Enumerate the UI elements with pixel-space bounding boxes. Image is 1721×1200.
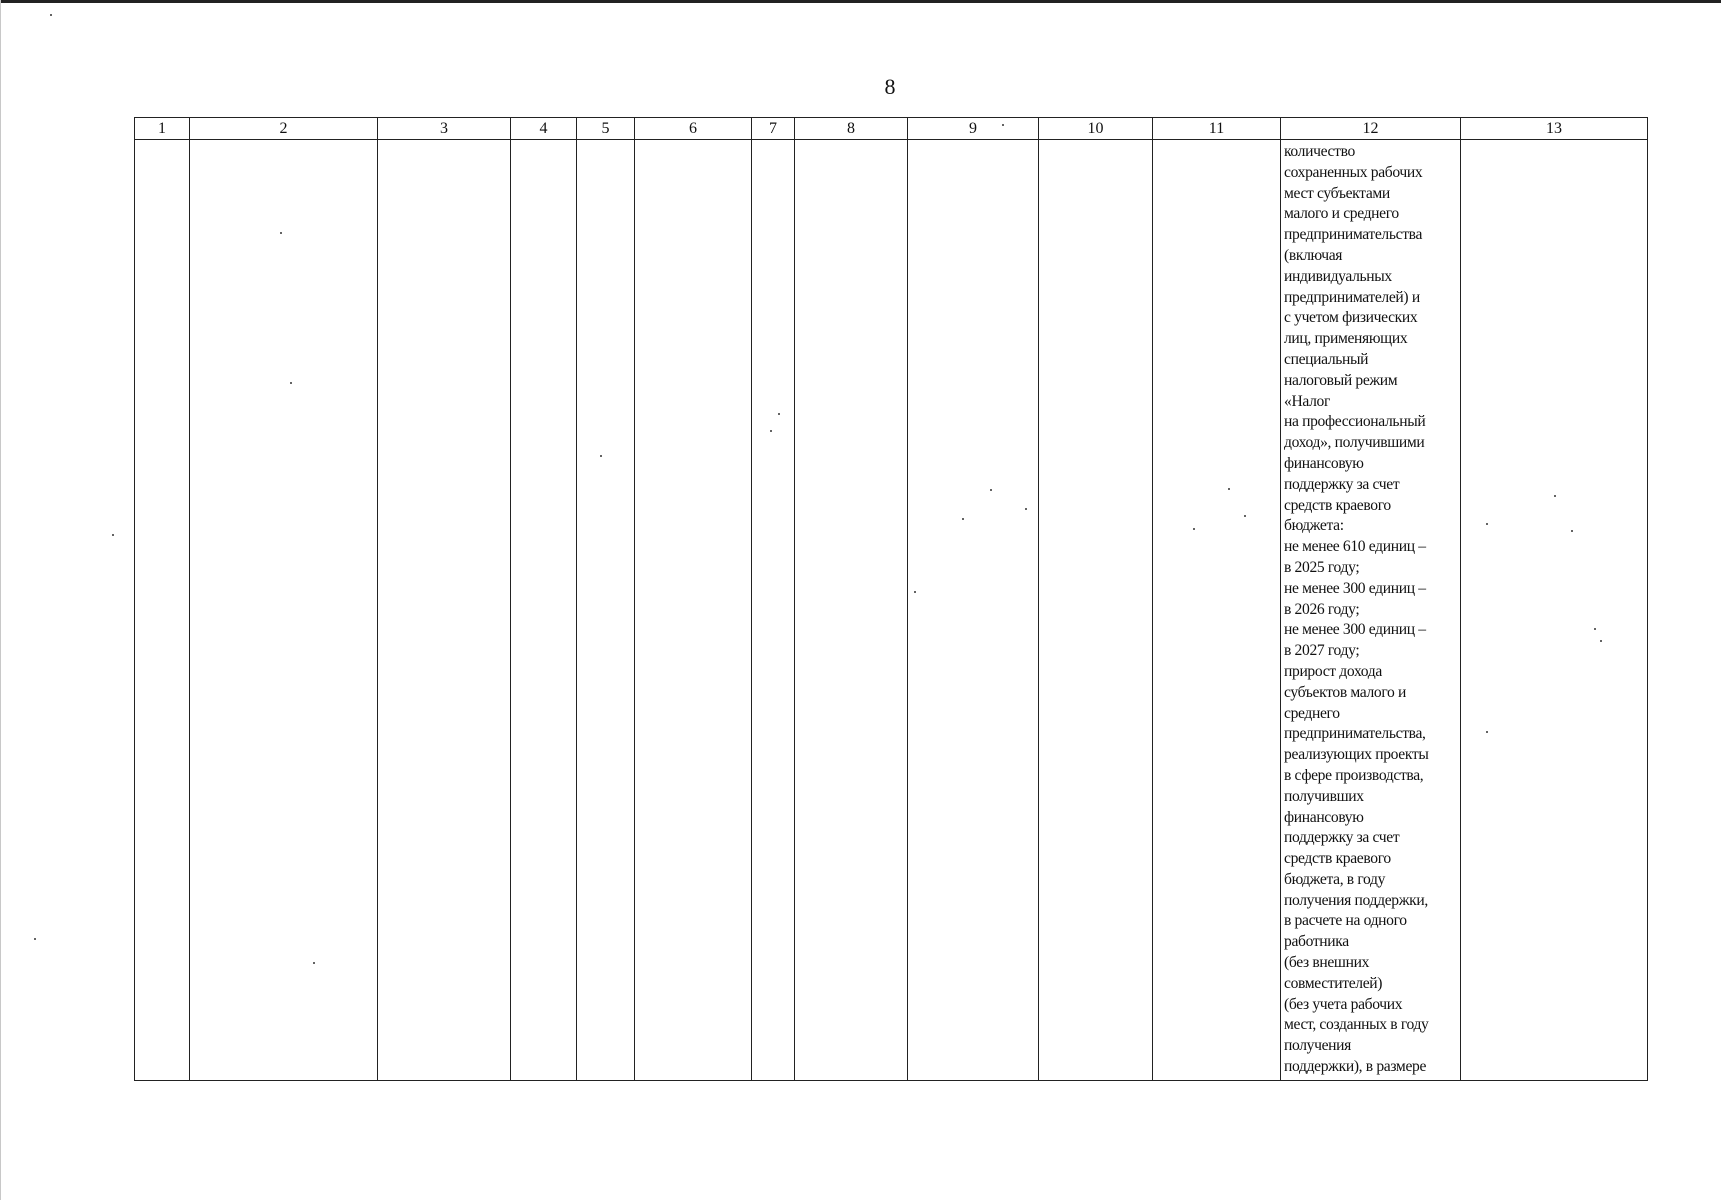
cell-col-11 — [1153, 140, 1281, 1081]
indicator-line: совместителей) — [1284, 974, 1383, 992]
column-number-3: 3 — [378, 118, 511, 140]
indicator-line: бюджета: — [1284, 517, 1344, 535]
cell-col-8 — [795, 140, 908, 1081]
indicator-line: поддержку за счет — [1284, 829, 1400, 847]
column-number-8: 8 — [795, 118, 908, 140]
column-number-12: 12 — [1281, 118, 1461, 140]
continuation-table — [134, 117, 1648, 1081]
cell-col-6 — [635, 140, 752, 1081]
indicator-line: предпринимательства, — [1284, 725, 1426, 743]
indicator-line: получения поддержки, — [1284, 891, 1428, 909]
indicator-line: в 2025 году; — [1284, 558, 1360, 576]
column-number-11: 11 — [1153, 118, 1281, 140]
indicator-line: количество — [1284, 143, 1355, 160]
table-row — [135, 140, 1648, 1081]
cell-col-3 — [378, 140, 511, 1081]
indicator-line: финансовую — [1284, 808, 1364, 826]
indicator-line: (включая — [1284, 246, 1343, 264]
indicator-line: поддержки), в размере — [1284, 1058, 1427, 1076]
indicator-line: средств краевого — [1284, 850, 1391, 868]
column-number-4: 4 — [511, 118, 577, 140]
cell-col-7 — [752, 140, 795, 1081]
indicator-line: реализующих проекты — [1284, 746, 1429, 764]
indicator-line: сохраненных рабочих — [1284, 163, 1423, 181]
column-number-2: 2 — [190, 118, 378, 140]
indicator-line: на профессиональный — [1284, 413, 1426, 431]
indicator-line: бюджета, в году — [1284, 870, 1386, 888]
page-number: 8 — [884, 74, 896, 99]
indicator-line: прирост дохода — [1284, 662, 1382, 680]
scan-speck — [112, 534, 114, 536]
column-number-13: 13 — [1461, 118, 1648, 140]
indicator-line: доход», получившими — [1284, 434, 1425, 452]
indicator-line: налоговый режим — [1284, 371, 1398, 389]
indicator-line: (без внешних — [1284, 954, 1370, 972]
indicator-line: специальный — [1284, 350, 1369, 368]
indicator-line: мест субъектами — [1284, 184, 1390, 202]
indicator-line: в сфере производства, — [1284, 766, 1424, 784]
column-number-row — [135, 118, 1648, 140]
indicator-line: малого и среднего — [1284, 205, 1399, 223]
indicator-line: получения — [1284, 1037, 1351, 1055]
scan-speck — [34, 938, 36, 940]
column-number-5: 5 — [577, 118, 635, 140]
cell-col-2 — [190, 140, 378, 1081]
indicator-line: не менее 610 единиц – — [1284, 538, 1426, 556]
indicator-line: предпринимательства — [1284, 226, 1423, 244]
scan-left-edge — [0, 0, 1, 1200]
indicator-line: в расчете на одного — [1284, 912, 1407, 930]
column-number-9: 9 — [908, 118, 1039, 140]
indicator-text — [1281, 140, 1460, 1078]
indicator-line: финансовую — [1284, 454, 1364, 472]
indicator-line: средств краевого — [1284, 496, 1391, 514]
cell-col-12-indicators — [1281, 140, 1461, 1081]
scan-top-edge — [0, 0, 1721, 3]
cell-col-9 — [908, 140, 1039, 1081]
indicator-line: лиц, применяющих — [1284, 330, 1408, 348]
column-number-7: 7 — [752, 118, 795, 140]
indicator-line: индивидуальных — [1284, 267, 1392, 285]
indicator-line: в 2026 году; — [1284, 600, 1360, 618]
column-number-10: 10 — [1039, 118, 1153, 140]
cell-col-5 — [577, 140, 635, 1081]
indicator-line: (без учета рабочих — [1284, 995, 1403, 1013]
indicator-line: среднего — [1284, 704, 1340, 722]
indicator-line: не менее 300 единиц – — [1284, 579, 1426, 597]
indicator-line: субъектов малого и — [1284, 683, 1407, 701]
column-number-6: 6 — [635, 118, 752, 140]
indicator-line: работника — [1284, 933, 1349, 951]
cell-col-10 — [1039, 140, 1153, 1081]
indicator-line: поддержку за счет — [1284, 475, 1400, 493]
scan-speck — [50, 14, 52, 16]
indicator-line: мест, созданных в году — [1284, 1016, 1429, 1034]
column-number-1: 1 — [135, 118, 190, 140]
indicator-line: в 2027 году; — [1284, 642, 1360, 660]
cell-col-13 — [1461, 140, 1648, 1081]
indicator-line: получивших — [1284, 787, 1364, 805]
indicator-line: с учетом физических — [1284, 309, 1418, 327]
cell-col-4 — [511, 140, 577, 1081]
indicator-line: «Налог — [1284, 392, 1330, 410]
indicator-line: не менее 300 единиц – — [1284, 621, 1426, 639]
cell-col-1 — [135, 140, 190, 1081]
indicator-line: предпринимателей) и — [1284, 288, 1420, 306]
